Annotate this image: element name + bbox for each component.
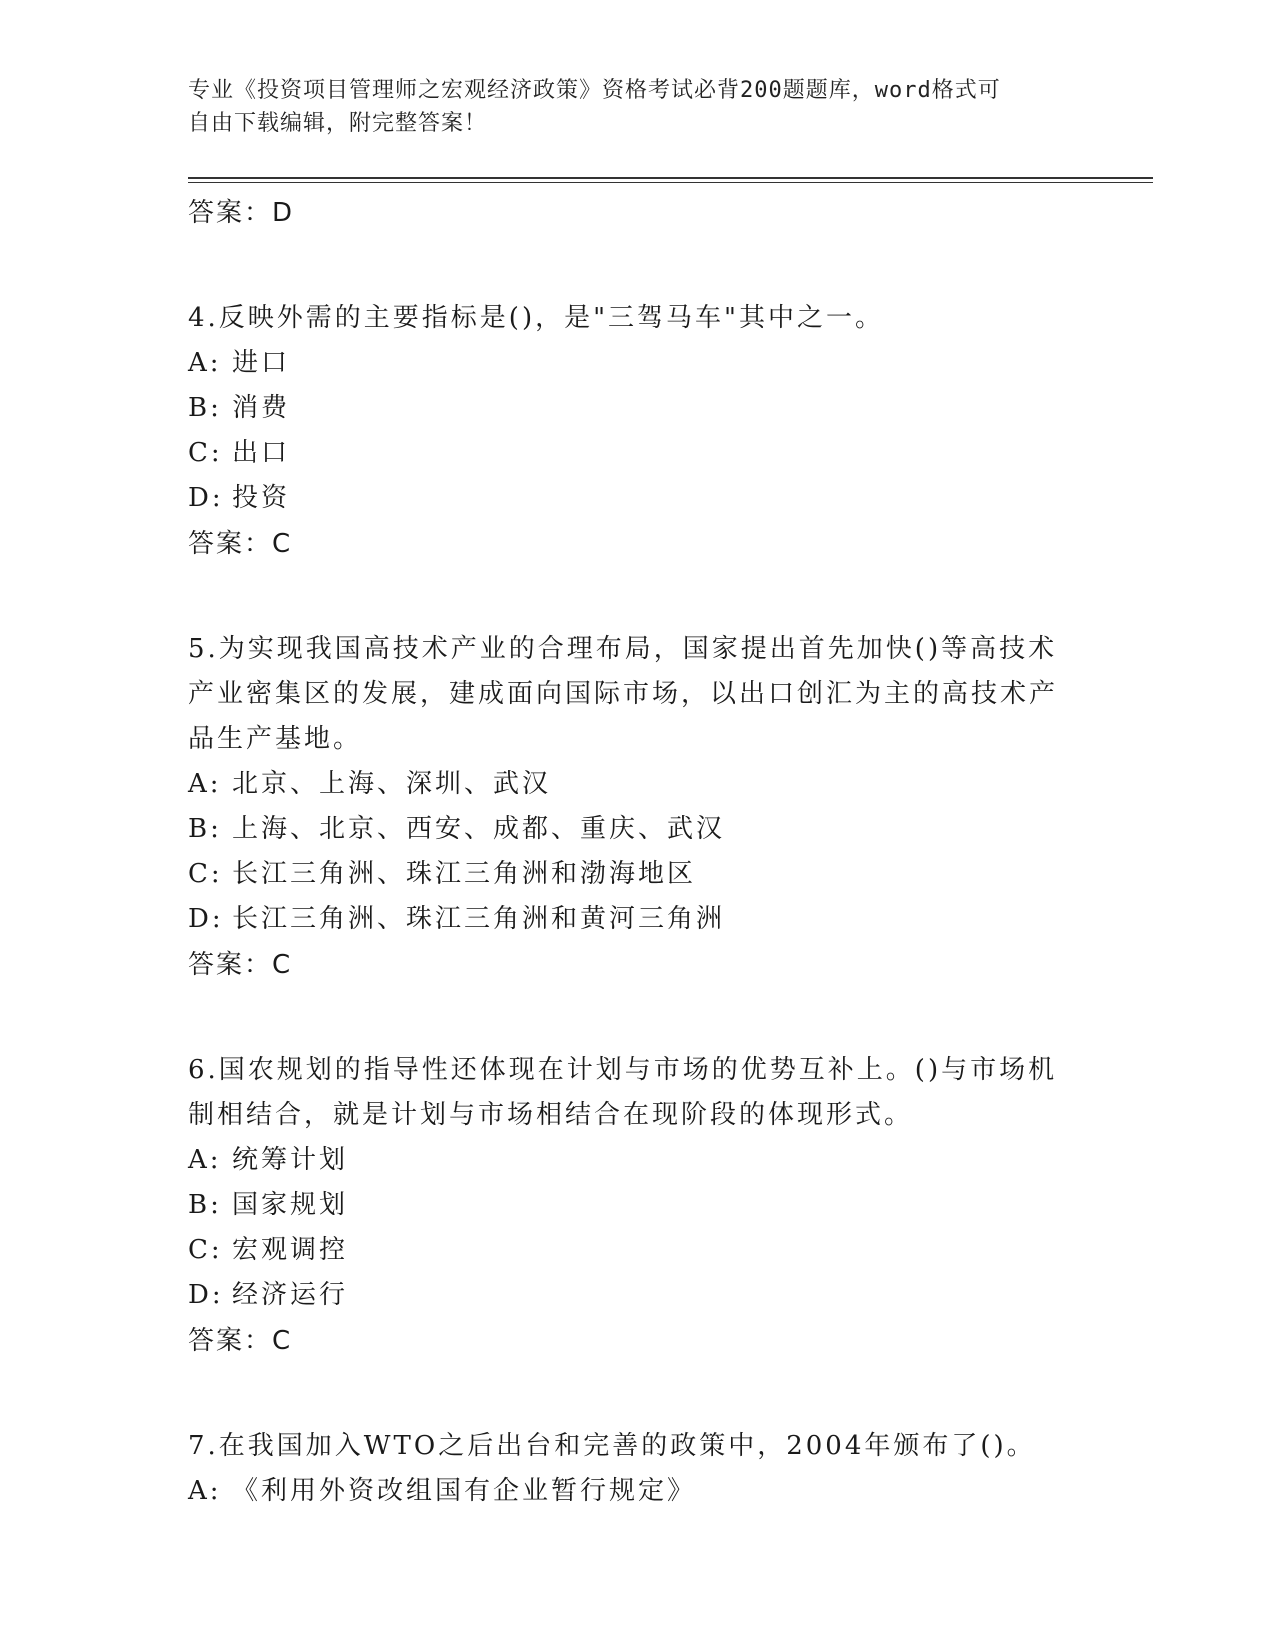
option-b: B: 消费 <box>188 393 291 423</box>
option-a: A: 进口 <box>188 348 291 378</box>
option-d: D: 投资 <box>188 483 291 513</box>
header-divider-thick <box>188 177 1153 179</box>
question-stem: 5.为实现我国高技术产业的合理布局，国家提出首先加快()等高技术 产业密集区的发展，建成面向国际市场，以出口创汇为主的高技术产 品生产基地。 <box>188 634 1059 754</box>
option-c: C: 长江三角洲、珠江三角洲和渤海地区 <box>188 859 697 889</box>
answer: 答案：C <box>188 950 293 980</box>
question-4 <box>188 296 1068 567</box>
option-c: C: 出口 <box>188 438 291 468</box>
option-c: C: 宏观调控 <box>188 1235 349 1265</box>
question-6 <box>188 1048 1068 1364</box>
question-5 <box>188 627 1068 988</box>
header-line-1: 专业《投资项目管理师之宏观经济政策》资格考试必背200题题库，word格式可 <box>188 78 1001 103</box>
previous-answer: 答案：D <box>188 198 295 228</box>
answer: 答案：C <box>188 529 293 559</box>
question-stem: 7.在我国加入WTO之后出台和完善的政策中，2004年颁布了()。 <box>188 1431 1036 1461</box>
header-divider-thin <box>188 182 1153 183</box>
option-d: D: 经济运行 <box>188 1280 349 1310</box>
question-stem: 6.国农规划的指导性还体现在计划与市场的优势互补上。()与市场机 制相结合，就是计划与市场相结合在现阶段的体现形式。 <box>188 1055 1058 1130</box>
option-b: B: 上海、北京、西安、成都、重庆、武汉 <box>188 814 726 844</box>
option-a: A: 北京、上海、深圳、武汉 <box>188 769 552 799</box>
option-b: B: 国家规划 <box>188 1190 349 1220</box>
option-a: A: 《利用外资改组国有企业暂行规定》 <box>188 1476 697 1506</box>
question-list <box>188 190 1068 1514</box>
option-d: D: 长江三角洲、珠江三角洲和黄河三角洲 <box>188 904 726 934</box>
document-header <box>188 74 1068 140</box>
header-line-2: 自由下载编辑，附完整答案！ <box>188 111 488 136</box>
question-7 <box>188 1424 1068 1514</box>
answer: 答案：C <box>188 1326 293 1356</box>
question-stem: 4.反映外需的主要指标是()，是"三驾马车"其中之一。 <box>188 303 885 333</box>
option-a: A: 统筹计划 <box>188 1145 349 1175</box>
